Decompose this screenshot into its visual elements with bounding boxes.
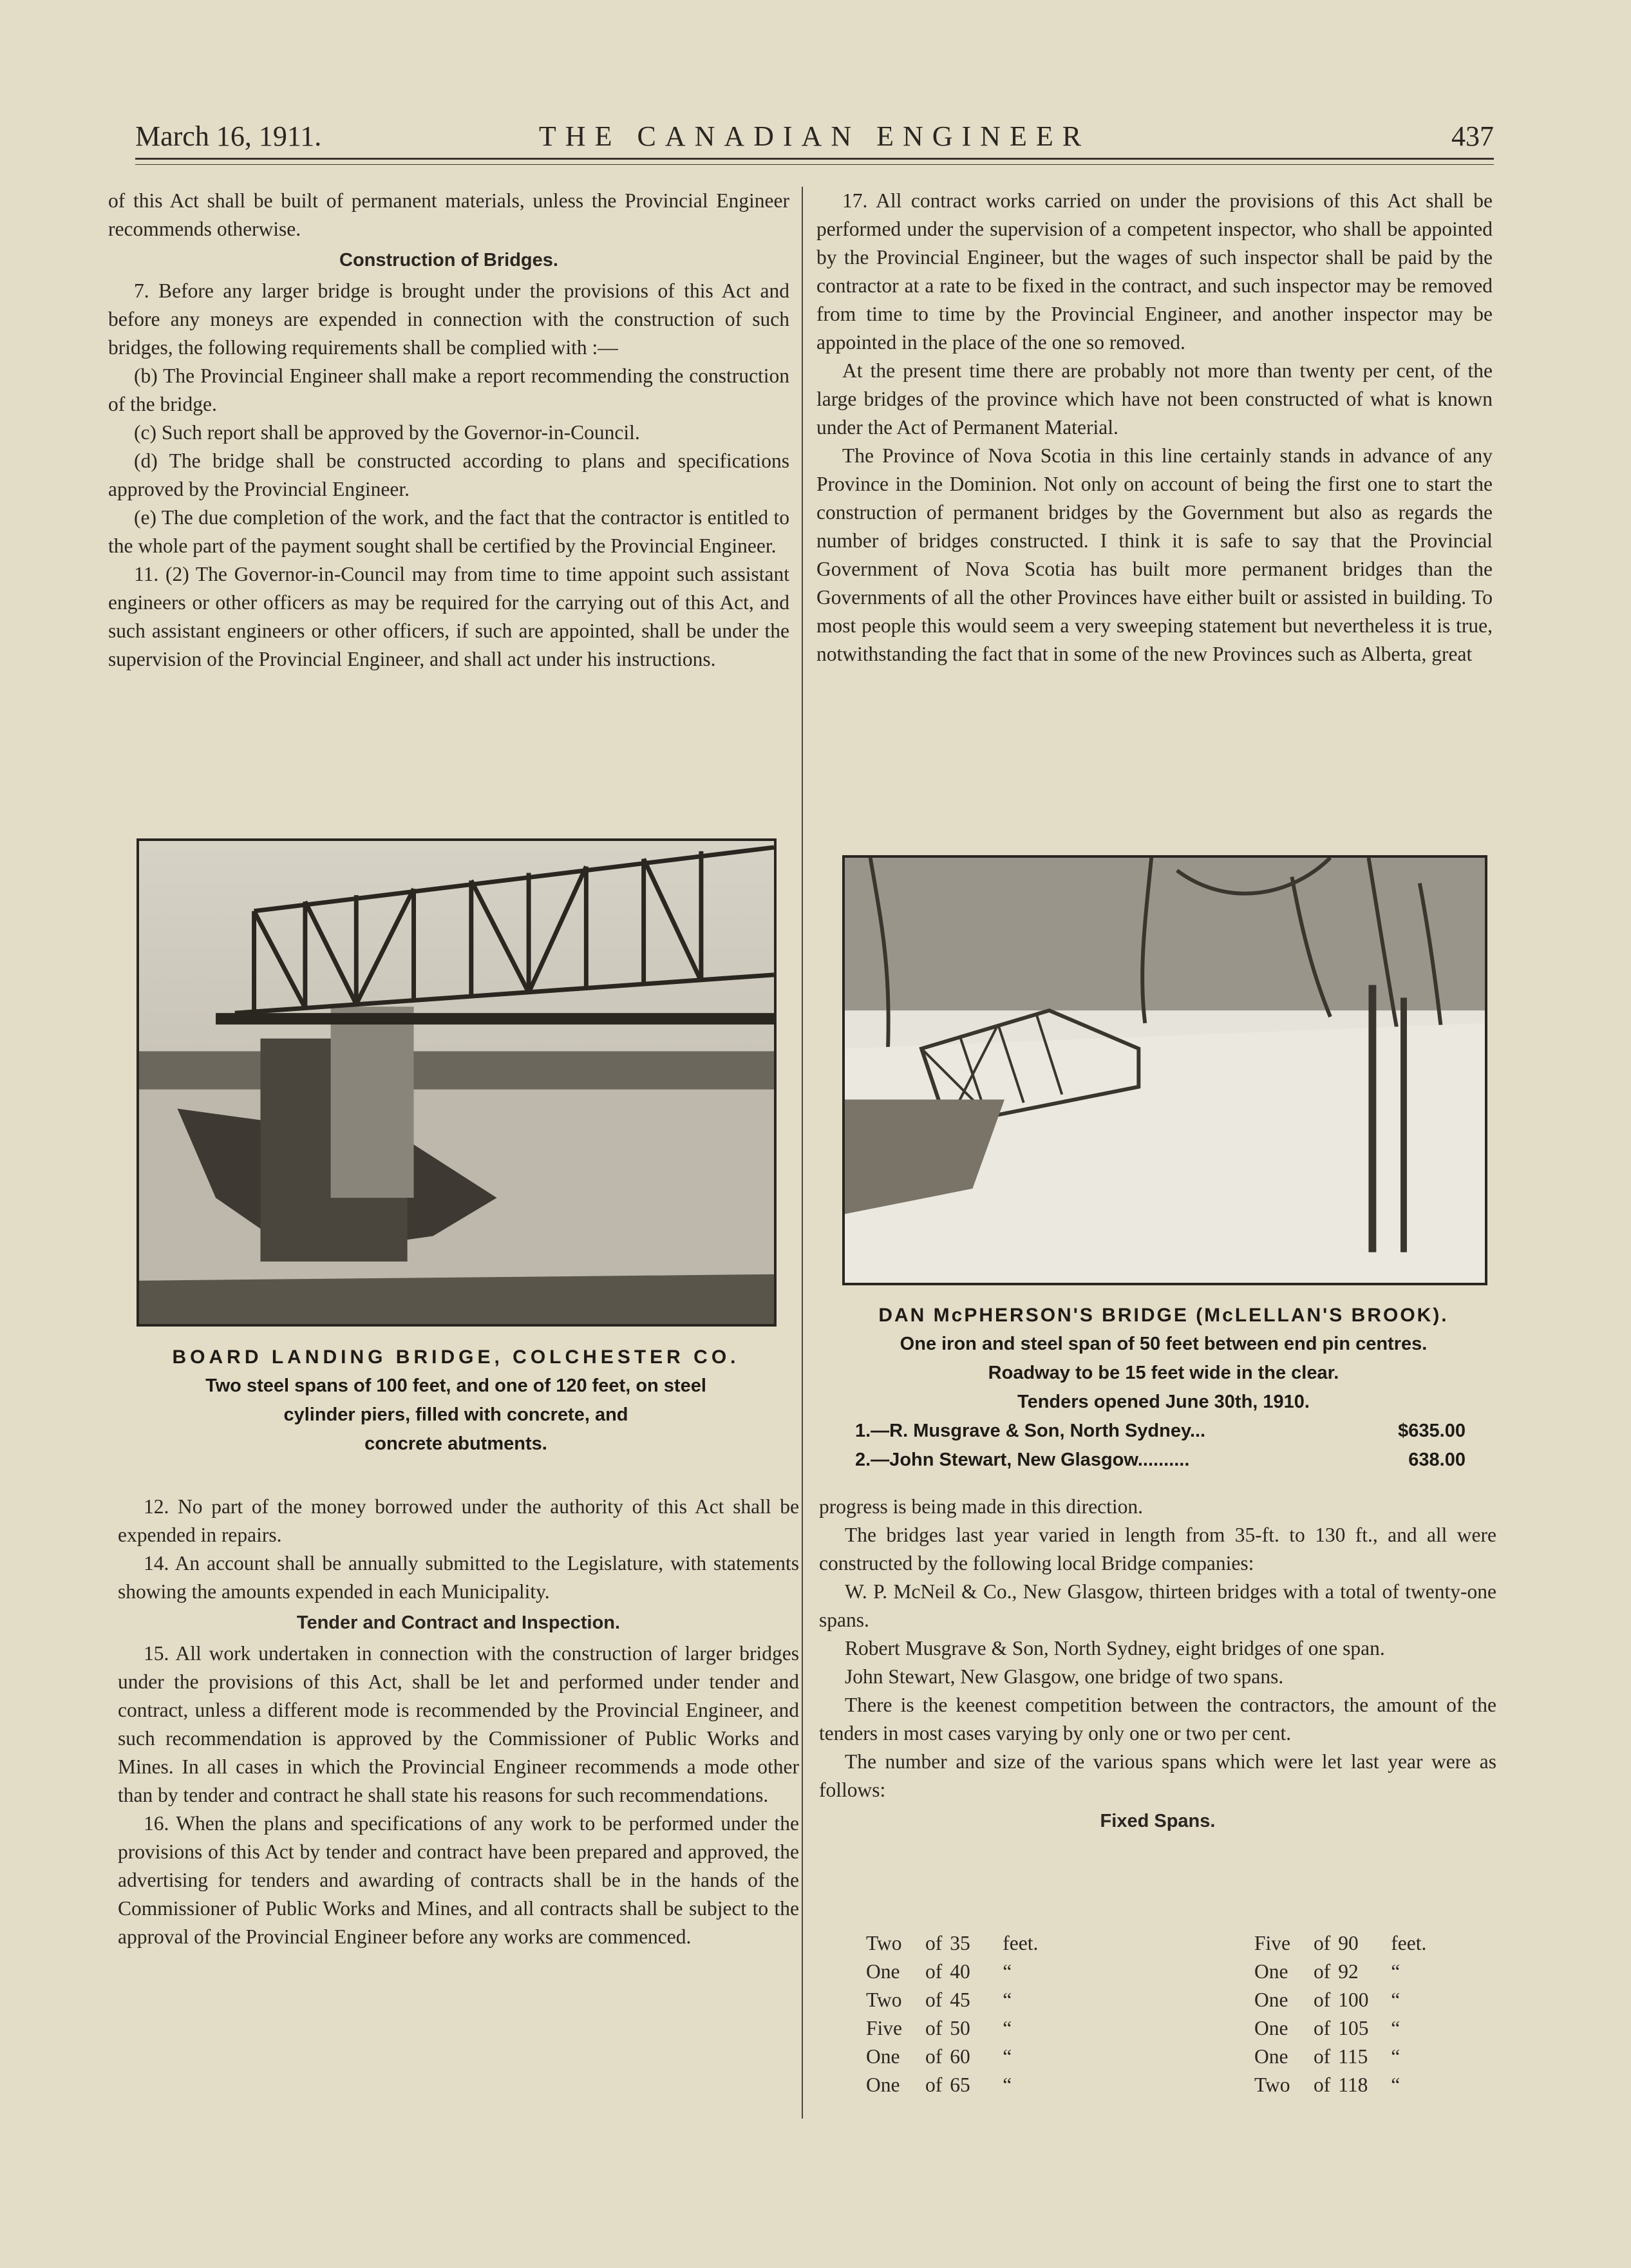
span-row — [866, 2014, 1046, 2043]
span-row — [866, 2043, 1046, 2071]
section-heading: Fixed Spans. — [1100, 1811, 1216, 1831]
span-count: Two — [866, 1989, 902, 2011]
span-count: One — [866, 2045, 900, 2068]
span-unit: “ — [1003, 2017, 1012, 2039]
tender-name: 1.—R. Musgrave & Son, North Sydney... — [855, 1421, 1206, 1441]
paragraph: The number and size of the various spans which were let last year were as follows: — [819, 1750, 1496, 1801]
paragraph: (b) The Provincial Engineer shall make a report recommending the construction of the bridge. — [108, 364, 789, 415]
paragraph: (d) The bridge shall be constructed according to plans and specifications approved by the Provincial Engineer. — [108, 449, 789, 500]
span-unit: “ — [1003, 2045, 1012, 2068]
tender-amount: 638.00 — [1408, 1450, 1466, 1470]
tender-amount: $635.00 — [1398, 1421, 1466, 1441]
caption-title: DAN McPHERSON'S BRIDGE (McLELLAN'S BROOK). — [878, 1305, 1449, 1326]
issue-date: March 16, 1911. — [135, 120, 322, 152]
span-size: 105 — [1338, 2017, 1369, 2039]
span-of: of — [925, 1960, 943, 1983]
span-count: One — [866, 1960, 900, 1983]
span-count: One — [1254, 2045, 1288, 2068]
right-photo-caption — [816, 1301, 1511, 1475]
running-header — [135, 115, 1494, 160]
span-unit: “ — [1391, 2045, 1400, 2068]
fixed-spans-table-left — [866, 1929, 1046, 2099]
span-size: 100 — [1338, 1989, 1369, 2011]
paragraph: 16. When the plans and specifications of any work to be performed under the provisions of this Act by tender and contract have been prepared and approved, the advertising for tenders and awarding of contracts shall be in the hands of the Commissioner of Public Works and Mines, and all contracts shall be subject to the approval of the Provincial Engineer before any works are commenced. — [118, 1812, 799, 1948]
span-size: 35 — [950, 1932, 970, 1954]
page-number: 437 — [1451, 120, 1494, 152]
left-photo-caption — [108, 1343, 804, 1459]
span-of: of — [925, 1932, 943, 1954]
span-count: Two — [866, 1932, 902, 1954]
span-of: of — [925, 2017, 943, 2039]
span-row — [1254, 2043, 1434, 2071]
span-unit: feet. — [1003, 1932, 1039, 1954]
span-of: of — [925, 2074, 943, 2096]
span-count: One — [1254, 1960, 1288, 1983]
span-unit: “ — [1003, 1989, 1012, 2011]
span-row — [1254, 1986, 1434, 2014]
span-of: of — [1314, 2074, 1331, 2096]
paragraph: of this Act shall be built of permanent materials, unless the Provincial Engineer recommends otherwise. — [108, 189, 789, 240]
span-size: 118 — [1338, 2074, 1368, 2096]
header-rule-thin — [135, 164, 1494, 165]
caption-line: Tenders opened June 30th, 1910. — [1017, 1392, 1310, 1412]
caption-line: Roadway to be 15 feet wide in the clear. — [988, 1363, 1339, 1383]
dan-mcpherson-bridge-photo — [842, 855, 1487, 1285]
span-row — [866, 2071, 1046, 2099]
caption-line: concrete abutments. — [364, 1433, 547, 1454]
caption-line: One iron and steel span of 50 feet between end pin centres. — [900, 1334, 1428, 1354]
span-of: of — [1314, 1932, 1331, 1954]
span-row — [1254, 1958, 1434, 1986]
paragraph: John Stewart, New Glasgow, one bridge of two spans. — [845, 1665, 1284, 1688]
span-of: of — [925, 2045, 943, 2068]
span-of: of — [1314, 2017, 1331, 2039]
paragraph: 17. All contract works carried on under the provisions of this Act shall be performed under the supervision of a competent inspector, who shall be appointed by the Provincial Engineer, but the wages of such inspector shall be paid by the contractor at a rate to be fixed in the contract, and such inspector may be removed from time to time by the Provincial Engineer, and another inspector may be appointed in the place of the one so removed. — [816, 189, 1493, 354]
span-count: One — [1254, 1989, 1288, 2011]
span-of: of — [1314, 1960, 1331, 1983]
span-unit: “ — [1391, 2017, 1400, 2039]
span-row — [866, 1929, 1046, 1958]
tender-row — [816, 1446, 1511, 1475]
paragraph: The bridges last year varied in length from 35-ft. to 130 ft., and all were constructed by the following local Bridge companies: — [819, 1524, 1496, 1574]
paragraph: (e) The due completion of the work, and the fact that the contractor is entitled to the whole part of the payment sought shall be certified by the Provincial Engineer. — [108, 506, 789, 557]
span-size: 50 — [950, 2017, 970, 2039]
caption-title: BOARD LANDING BRIDGE, COLCHESTER CO. — [172, 1347, 740, 1368]
span-row — [1254, 2014, 1434, 2043]
right-column-bottom — [819, 1493, 1496, 1838]
left-column-bottom — [118, 1493, 799, 1951]
span-count: Five — [866, 2017, 903, 2039]
span-count: Two — [1254, 2074, 1290, 2096]
tender-row — [816, 1417, 1511, 1446]
span-row — [866, 1958, 1046, 1986]
span-unit: feet. — [1391, 1932, 1427, 1954]
tender-name: 2.—John Stewart, New Glasgow.......... — [855, 1450, 1190, 1470]
span-size: 90 — [1338, 1932, 1359, 1954]
span-count: One — [1254, 2017, 1288, 2039]
paragraph: 11. (2) The Governor-in-Council may from time to time appoint such assistant engineers or other officers as may be required for the carrying out of this Act, and such assistant engineers or other officers, if such are appointed, shall be under the supervision of the Provincial Engineer, and shall act under his instructions. — [108, 563, 789, 670]
span-size: 115 — [1338, 2045, 1368, 2068]
paragraph: 7. Before any larger bridge is brought under the provisions of this Act and before any moneys are expended in connection with the construction of such bridges, the following requirements shall be complied with :— — [108, 279, 789, 359]
span-unit: “ — [1391, 1989, 1400, 2011]
span-of: of — [1314, 1989, 1331, 2011]
board-landing-bridge-photo — [137, 838, 777, 1327]
span-size: 45 — [950, 1989, 970, 2011]
span-row — [1254, 1929, 1434, 1958]
span-size: 60 — [950, 2045, 970, 2068]
column-divider — [802, 187, 803, 2119]
span-row — [866, 1986, 1046, 2014]
span-count: One — [866, 2074, 900, 2096]
span-count: Five — [1254, 1932, 1291, 1954]
right-column-top — [816, 187, 1493, 668]
span-size: 65 — [950, 2074, 970, 2096]
paragraph: 15. All work undertaken in connection with the construction of larger bridges under the provisions of this Act, shall be let and performed under tender and contract, unless a different mode is recommended by the Provincial Engineer, and such recommendation is approved by the Commissioner of Public Works and Mines. In all cases in which the Provincial Engineer recommends a mode other than by tender and contract he shall state his reasons for such recommendations. — [118, 1642, 799, 1806]
section-heading: Tender and Contract and Inspection. — [296, 1612, 621, 1633]
span-unit: “ — [1391, 1960, 1400, 1983]
paragraph: Robert Musgrave & Son, North Sydney, eight bridges of one span. — [845, 1637, 1385, 1659]
caption-line: Two steel spans of 100 feet, and one of 120 feet, on steel — [205, 1375, 706, 1396]
section-heading: Construction of Bridges. — [339, 250, 558, 270]
paragraph: The Province of Nova Scotia in this line certainly stands in advance of any Province in the Dominion. Not only on account of being the first one to start the construction of permanent bridges by the Government but also as regards the number of bridges constructed. I think it is safe to say that the Provincial Government of Nova Scotia has built more permanent bridges than the Governments of all the other Provinces have either built or assisted in building. To most people this would seem a very sweeping statement but nevertheless it is true, notwithstanding the fact that in some of the new Provinces such as Alberta, great — [816, 444, 1493, 665]
caption-line: cylinder piers, filled with concrete, and — [283, 1404, 628, 1425]
span-of: of — [1314, 2045, 1331, 2068]
paragraph: (c) Such report shall be approved by the Governor-in-Council. — [134, 421, 640, 444]
paragraph: At the present time there are probably not more than twenty per cent, of the large bridges of the province which have not been constructed of what is known under the Act of Permanent Material. — [816, 359, 1493, 439]
paragraph: progress is being made in this direction. — [819, 1495, 1144, 1518]
left-column-top — [108, 187, 789, 674]
span-size: 92 — [1338, 1960, 1359, 1983]
paragraph: 12. No part of the money borrowed under the authority of this Act shall be expended in repairs. — [118, 1495, 799, 1546]
span-unit: “ — [1391, 2074, 1400, 2096]
journal-title: THE CANADIAN ENGINEER — [538, 120, 1091, 152]
span-size: 40 — [950, 1960, 970, 1983]
span-of: of — [925, 1989, 943, 2011]
span-unit: “ — [1003, 2074, 1012, 2096]
span-unit: “ — [1003, 1960, 1012, 1983]
span-row — [1254, 2071, 1434, 2099]
fixed-spans-table-right — [1254, 1929, 1434, 2099]
header-rule — [135, 158, 1494, 160]
paragraph: There is the keenest competition between the contractors, the amount of the tenders in most cases varying by only one or two per cent. — [819, 1694, 1496, 1744]
paragraph: 14. An account shall be annually submitted to the Legislature, with statements showing the amounts expended in each Municipality. — [118, 1552, 799, 1603]
paragraph: W. P. McNeil & Co., New Glasgow, thirteen bridges with a total of twenty-one spans. — [819, 1580, 1496, 1631]
